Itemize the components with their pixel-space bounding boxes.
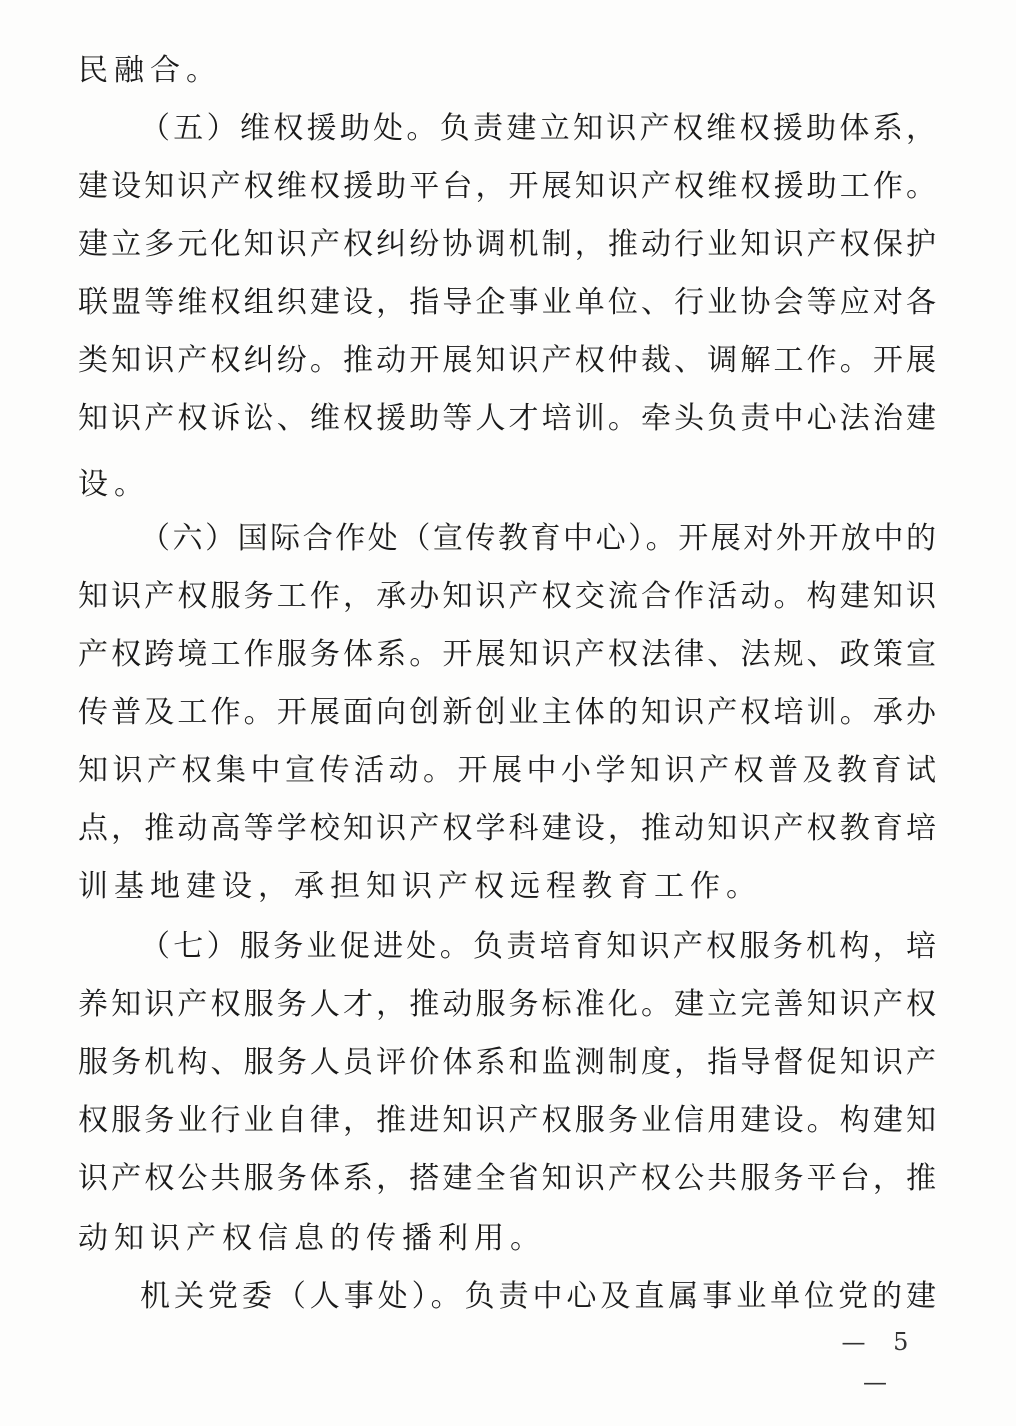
text-line-17: 养知识产权服务人才，推动服务标准化。建立完善知识产权 (78, 987, 938, 1022)
text-line-13: 知识产权集中宣传活动。开展中小学知识产权普及教育试 (78, 753, 938, 788)
text-line-2: （五）维权援助处。负责建立知识产权维权援助体系， (140, 111, 938, 146)
text-line-22: 机关党委（人事处）。负责中心及直属事业单位党的建 (140, 1279, 938, 1314)
text-line-18: 服务机构、服务人员评价体系和监测制度，指导督促知识产 (78, 1045, 938, 1080)
text-line-8: 设。 (78, 467, 150, 502)
text-line-20: 识产权公共服务体系，搭建全省知识产权公共服务平台，推 (78, 1161, 938, 1196)
text-line-21: 动知识产权信息的传播利用。 (78, 1221, 546, 1256)
text-line-19: 权服务业行业自律，推进知识产权服务业信用建设。构建知 (78, 1103, 938, 1138)
page-number: — 5 — (841, 1328, 919, 1396)
text-line-11: 产权跨境工作服务体系。开展知识产权法律、法规、政策宣 (78, 637, 938, 672)
text-line-10: 知识产权服务工作，承办知识产权交流合作活动。构建知识 (78, 579, 938, 614)
text-line-14: 点，推动高等学校知识产权学科建设，推动知识产权教育培 (78, 811, 938, 846)
text-line-9: （六）国际合作处（宣传教育中心）。开展对外开放中的 (140, 521, 938, 556)
text-line-6: 类知识产权纠纷。推动开展知识产权仲裁、调解工作。开展 (78, 343, 938, 378)
text-line-4: 建立多元化知识产权纠纷协调机制，推动行业知识产权保护 (78, 227, 938, 262)
text-line-15: 训基地建设，承担知识产权远程教育工作。 (78, 869, 762, 904)
text-line-12: 传普及工作。开展面向创新创业主体的知识产权培训。承办 (78, 695, 938, 730)
text-line-5: 联盟等维权组织建设，指导企事业单位、行业协会等应对各 (78, 285, 938, 320)
text-line-3: 建设知识产权维权援助平台，开展知识产权维权援助工作。 (78, 169, 938, 204)
text-line-7: 知识产权诉讼、维权援助等人才培训。牵头负责中心法治建 (78, 401, 938, 436)
text-line-1: 民融合。 (78, 53, 222, 88)
text-line-16: （七）服务业促进处。负责培育知识产权服务机构，培 (140, 929, 938, 964)
